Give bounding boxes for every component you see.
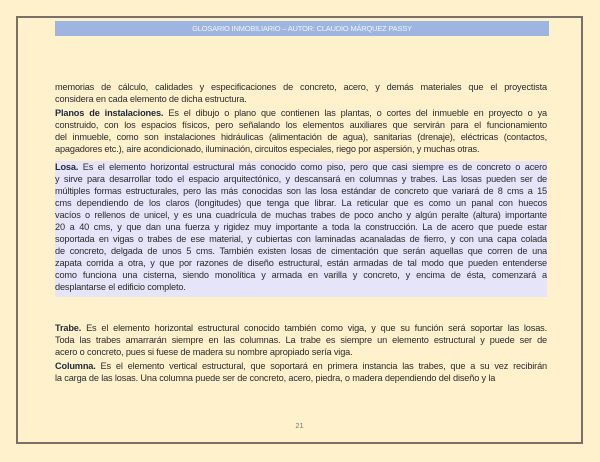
text-line xyxy=(55,245,547,257)
text-line xyxy=(55,173,547,185)
line-text: apagadores etc.), aire acondicionado, iluminación, circuitos especiales, riego por aspersión, y muchas otras. xyxy=(55,144,480,154)
page-header: GLOSARIO INMOBILIARIO – AUTOR: CLAUDIO MÁRQUEZ PASSY xyxy=(55,21,549,36)
text-line xyxy=(55,81,547,93)
paragraph-losa xyxy=(55,161,547,297)
glossary-term: Columna. xyxy=(55,361,96,371)
line-text: como funciona una cisterna, siendo monolítica y armada en varilla y concreto, y encima de ésta, comenzará a xyxy=(55,270,547,280)
line-text: acero o concreto, pues si fuese de madera su nombre apropiado sería viga. xyxy=(55,347,353,357)
line-text: de concreto, delgada de unos 5 cms. También existen losas de cimentación que serán aquellas que corren de una xyxy=(55,246,547,256)
text-line xyxy=(55,281,547,293)
text-line xyxy=(55,269,547,281)
text-line xyxy=(55,372,547,384)
line-text: múltiples formas estructurales, pero las más conocidas son las losa estándar de concreto que variará de 8 cms a 15 xyxy=(55,186,547,196)
line-text: memorias de cálculo, calidades y especificaciones de concreto, acero, y demás materiales que el proyectista xyxy=(55,82,547,92)
line-text: desplantarse el edificio completo. xyxy=(55,282,186,292)
text-line xyxy=(55,161,547,173)
text-line xyxy=(55,221,547,233)
line-text: cms dependiendo de los claros (longitudes) que tenga que librar. La reticular que es como un panal con huecos xyxy=(55,198,547,208)
glossary-term: Trabe. xyxy=(55,323,82,333)
line-text: considera en cada elemento de dicha estructura. xyxy=(55,94,247,104)
line-text: y sirve para desarrollar todo el espacio arquitectónico, y descansará en columnas y trabes. Las losas pueden ser de xyxy=(55,174,547,184)
text-line xyxy=(55,346,547,358)
text-line xyxy=(55,93,547,105)
text-line xyxy=(55,107,547,119)
document-page xyxy=(16,16,583,444)
glossary-term: Planos de instalaciones. xyxy=(55,108,164,118)
line-text: la carga de las losas. Una columna puede ser de concreto, acero, piedra, o madera dependiendo del diseño y la xyxy=(55,373,496,383)
text-line xyxy=(55,143,547,155)
text-line xyxy=(55,360,547,372)
text-line xyxy=(55,197,547,209)
paragraph-columna xyxy=(55,360,547,384)
paragraph-planos-de-instalaciones xyxy=(55,107,547,155)
line-text: Es el elemento horizontal estructural conocido también como viga, y que su función será soportar las losas. xyxy=(81,323,547,333)
line-text: zapata corrida a otra, y que por razones de diseño estructural, están armadas de tal modo que pueden entenderse xyxy=(55,258,547,268)
paragraph-continuation xyxy=(55,81,547,105)
text-line xyxy=(55,257,547,269)
line-text: soportada en vigas o trabes de ese material, y cubiertas con laminadas acanaladas de fierro, y con una capa colada xyxy=(55,234,547,244)
line-text: Es el elemento horizontal estructural más conocido como piso, pero que casi siempre es de concreto o acero xyxy=(78,162,547,172)
paragraph-trabe xyxy=(55,322,547,358)
text-line xyxy=(55,334,547,346)
line-text: construido, con los espacios físicos, pero señalando los elementos auxiliares que servirán para el funcionamiento xyxy=(55,120,547,130)
line-text: del inmueble, como son instalaciones hidráulicas (alimentación de agua), sanitarias (drenaje), eléctricas (contactos, xyxy=(55,132,547,142)
line-text: 20 a 40 cms, y que dan una fuerza y rigidez muy importante a toda la construcción. La de acero que puede estar xyxy=(55,222,547,232)
text-line xyxy=(55,209,547,221)
text-line xyxy=(55,322,547,334)
line-text: vacíos o rellenos de unicel, y es una cuadrícula de muchas trabes de poco ancho y algún peralte (altura) importante xyxy=(55,210,547,220)
line-text: Toda las trabes amarrarán siempre en las columnas. La trabe es siempre un elemento estructural y puede ser de xyxy=(55,335,547,345)
text-line xyxy=(55,233,547,245)
line-text: Es el elemento vertical estructural, que soportará en primera instancia las trabes, que a su vez recibirán xyxy=(95,361,547,371)
text-line xyxy=(55,119,547,131)
text-line xyxy=(55,185,547,197)
page-number: 21 xyxy=(295,421,304,430)
line-text: Es el dibujo o plano que contienen las plantas, o cortes del inmueble en proyecto o ya xyxy=(163,108,547,118)
glossary-term: Losa. xyxy=(55,162,79,172)
text-line xyxy=(55,131,547,143)
